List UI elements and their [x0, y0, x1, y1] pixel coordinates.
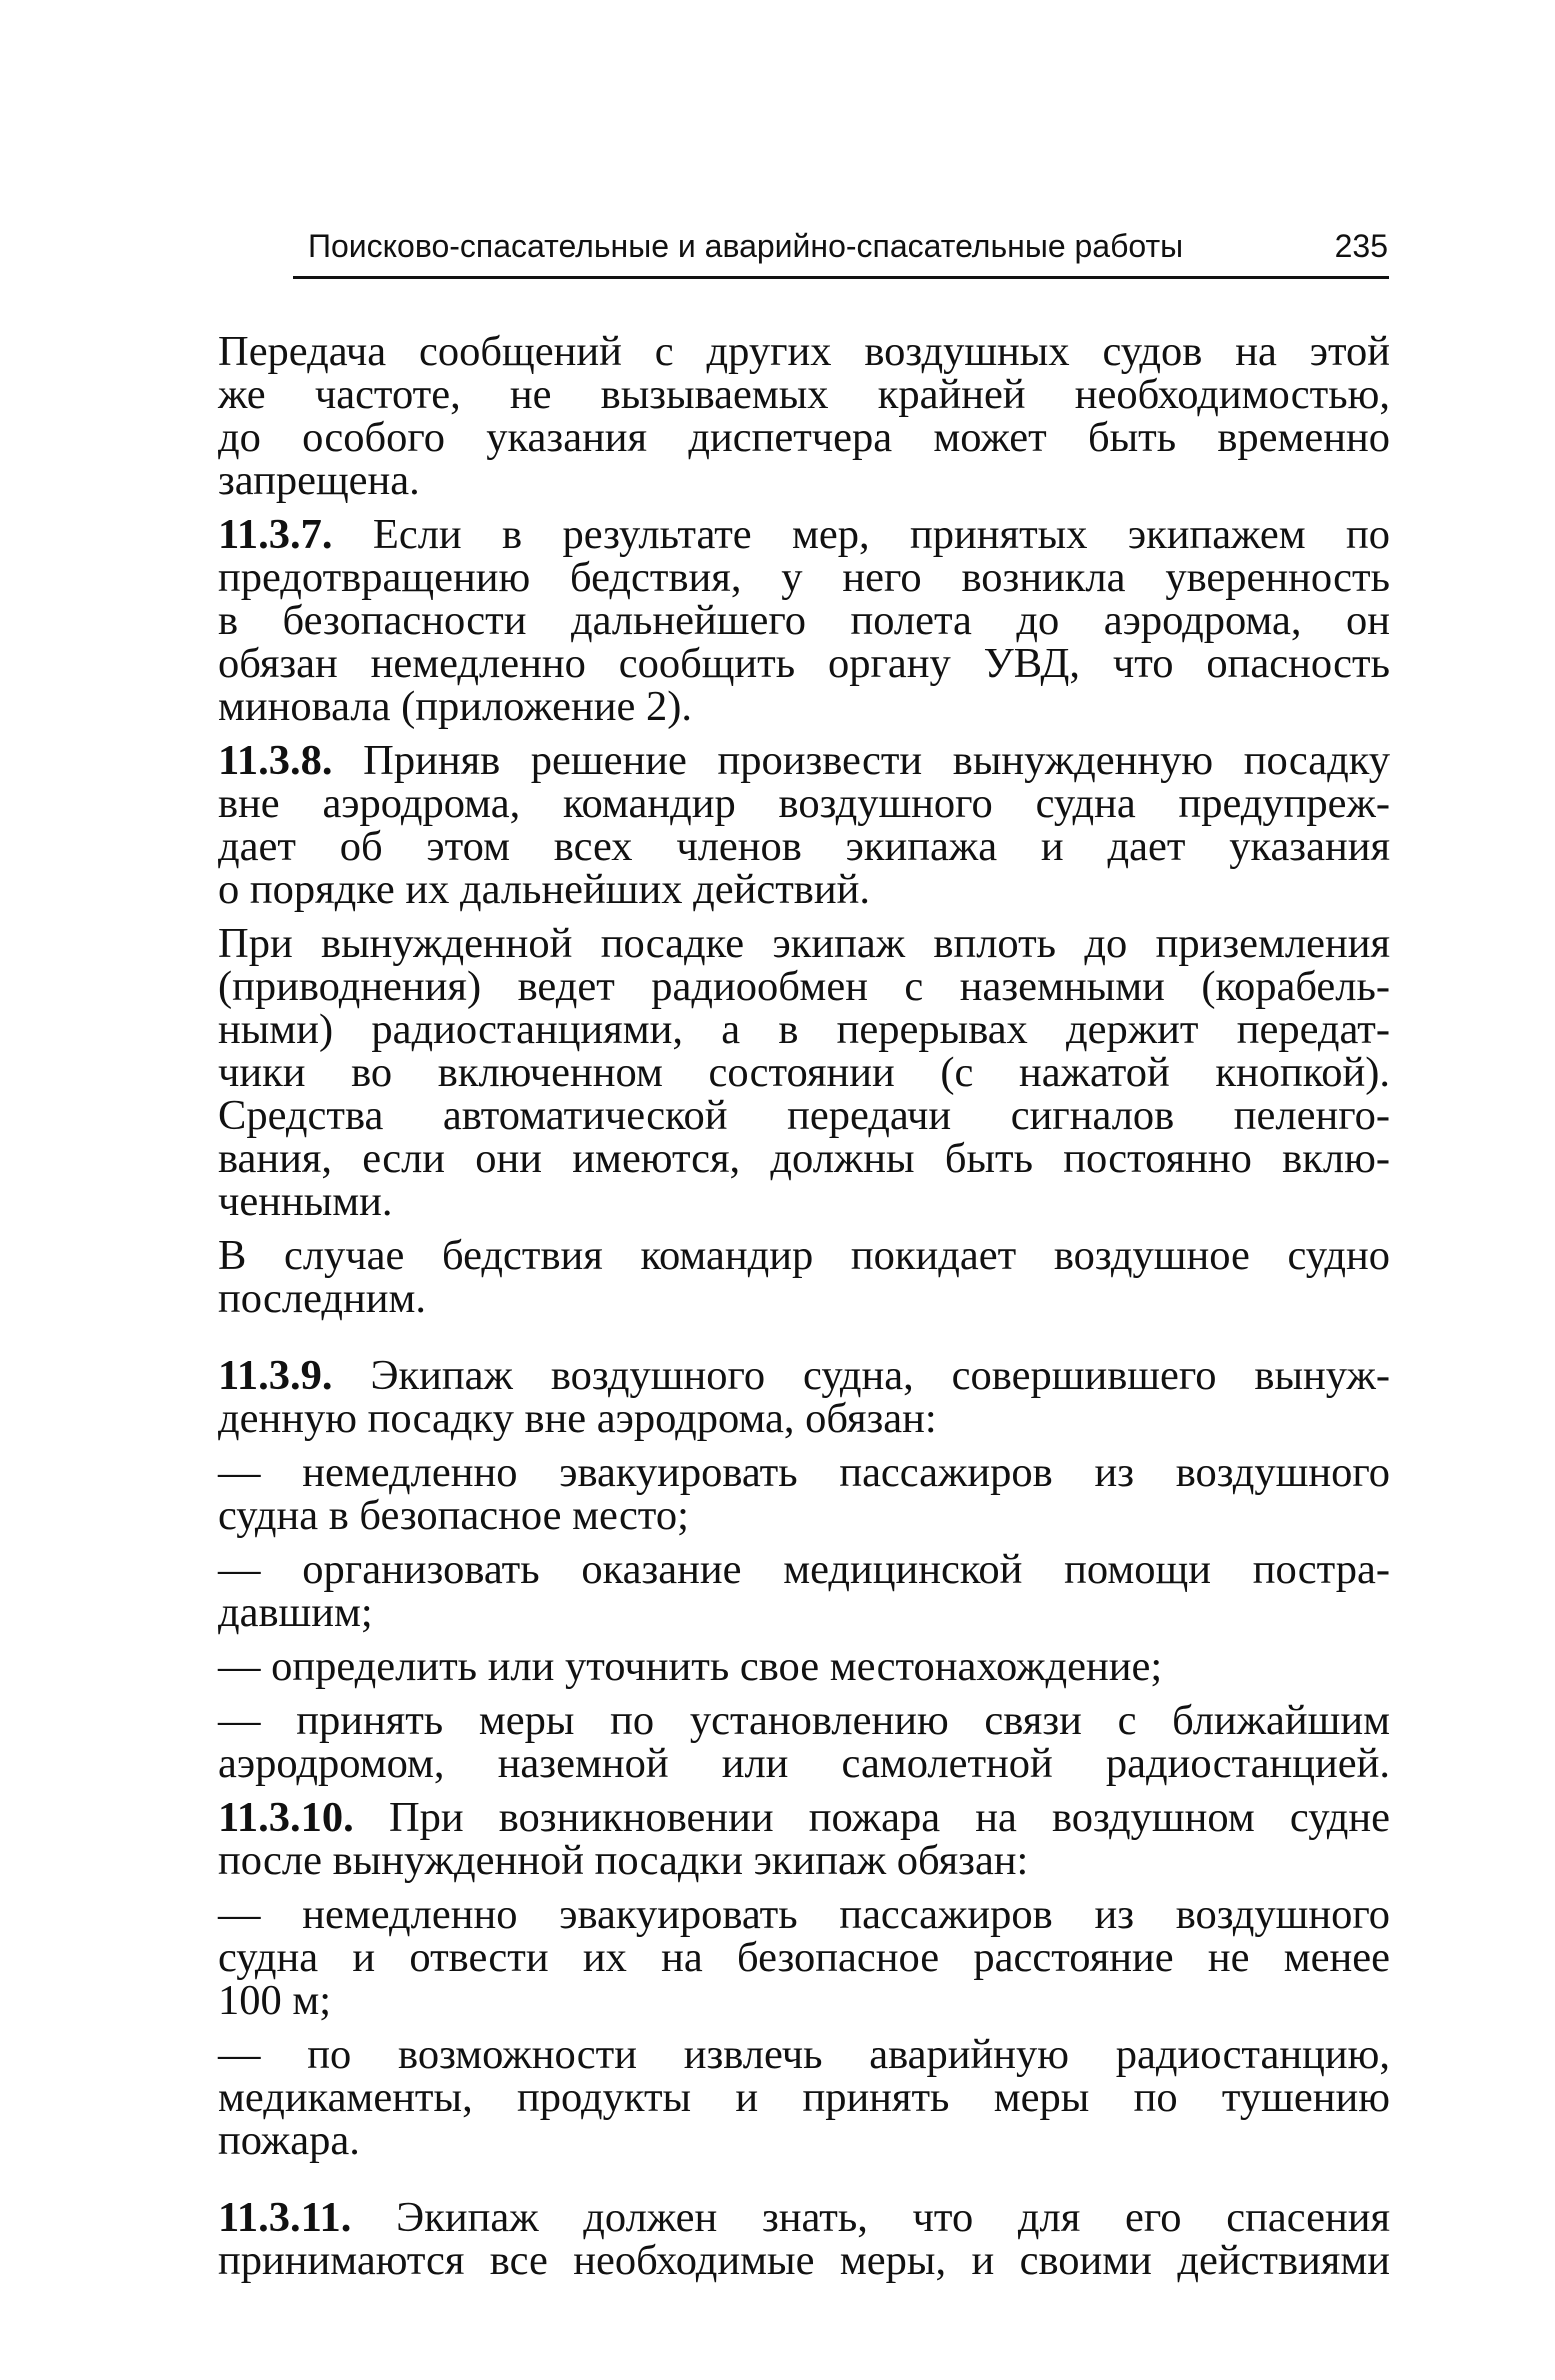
- text-line: [218, 965, 1390, 1008]
- line-text: миновала (приложение 2).: [218, 683, 693, 730]
- text-line: [218, 642, 1390, 685]
- text-line: [218, 1094, 1390, 1137]
- line-text: Экипаж должен знать, что для его спасения: [351, 2194, 1390, 2241]
- list-item: [218, 1451, 1390, 1537]
- line-text: медикаменты, продукты и принять меры по тушению: [218, 2074, 1390, 2121]
- line-text: пожара.: [218, 2117, 360, 2164]
- text-line: [218, 1051, 1390, 1094]
- numbered-paragraph: [218, 513, 1390, 728]
- text-line: [218, 1397, 1390, 1440]
- line-text: — по возможности извлечь аварийную радиостанцию,: [218, 2031, 1390, 2078]
- text-line: [218, 922, 1390, 965]
- text-line: [218, 1839, 1390, 1882]
- body-text: [218, 330, 1390, 2293]
- text-line: [218, 416, 1390, 459]
- paragraph: [218, 1234, 1390, 1320]
- numbered-paragraph: [218, 1796, 1390, 1882]
- text-line: [218, 685, 1390, 728]
- text-line: [218, 1742, 1390, 1785]
- line-text: давшим;: [218, 1589, 373, 1636]
- line-text: Если в результате мер, принятых экипажем по: [332, 511, 1390, 558]
- list-item: [218, 1699, 1390, 1785]
- text-line: [218, 1008, 1390, 1051]
- text-line: [218, 373, 1390, 416]
- text-line: [218, 1645, 1390, 1688]
- text-line: [218, 1494, 1390, 1537]
- line-text: после вынужденной посадки экипаж обязан:: [218, 1837, 1029, 1884]
- line-text: — принять меры по установлению связи с ближайшим: [218, 1697, 1390, 1744]
- text-line: [218, 1451, 1390, 1494]
- text-line: [218, 2119, 1390, 2162]
- text-line: [218, 782, 1390, 825]
- numbered-paragraph: [218, 739, 1390, 911]
- text-line: [218, 599, 1390, 642]
- text-line: [218, 1277, 1390, 1320]
- running-header-title: Поисково-спасательные и аварийно-спасательные работы: [308, 228, 1184, 264]
- text-line: [218, 1936, 1390, 1979]
- line-text: 100 м;: [218, 1977, 332, 2024]
- line-text: судна и отвести их на безопасное расстояние не менее: [218, 1934, 1390, 1981]
- line-text: — немедленно эвакуировать пассажиров из воздушного: [218, 1891, 1390, 1938]
- text-line: [218, 1591, 1390, 1634]
- list-item: [218, 1548, 1390, 1634]
- text-line: [218, 556, 1390, 599]
- numbered-paragraph: [218, 1354, 1390, 1440]
- text-line: [218, 513, 1390, 556]
- text-line: [218, 1893, 1390, 1936]
- text-line: [218, 2196, 1390, 2239]
- header-rule: [293, 276, 1389, 279]
- line-text: последним.: [218, 1275, 427, 1322]
- page-number: 235: [1334, 228, 1388, 264]
- numbered-paragraph: [218, 2196, 1390, 2282]
- line-text: судна в безопасное место;: [218, 1492, 689, 1539]
- line-text: — немедленно эвакуировать пассажиров из воздушного: [218, 1449, 1390, 1496]
- line-text: же частоте, не вызываемых крайней необходимостью,: [218, 371, 1390, 418]
- text-line: [218, 330, 1390, 373]
- text-line: [218, 1354, 1390, 1397]
- line-text: В случае бедствия командир покидает воздушное судно: [218, 1232, 1390, 1279]
- text-line: [218, 2033, 1390, 2076]
- text-line: [218, 739, 1390, 782]
- text-line: [218, 2076, 1390, 2119]
- text-line: [218, 459, 1390, 502]
- section-number: 11.3.7.: [218, 511, 333, 558]
- line-text: аэродромом, наземной или самолетной радиостанцией.: [218, 1740, 1390, 1787]
- section-number: 11.3.8.: [218, 737, 333, 784]
- line-text: Экипаж воздушного судна, совершившего вынуж-: [332, 1352, 1390, 1399]
- line-text: При возникновении пожара на воздушном судне: [353, 1794, 1390, 1841]
- line-text: ными) радиостанциями, а в перерывах держит передат-: [218, 1006, 1390, 1053]
- line-text: запрещена.: [218, 457, 420, 504]
- line-text: обязан немедленно сообщить органу УВД, что опасность: [218, 640, 1390, 687]
- list-item: [218, 2033, 1390, 2162]
- section-number: 11.3.11.: [218, 2194, 352, 2241]
- paragraph: [218, 330, 1390, 502]
- line-text: в безопасности дальнейшего полета до аэродрома, он: [218, 597, 1390, 644]
- line-text: — определить или уточнить свое местонахождение;: [218, 1643, 1163, 1690]
- text-line: [218, 1180, 1390, 1223]
- line-text: ченными.: [218, 1178, 393, 1225]
- text-line: [218, 1796, 1390, 1839]
- text-line: [218, 1234, 1390, 1277]
- line-text: принимаются все необходимые меры, и своими действиями: [218, 2237, 1390, 2284]
- line-text: При вынужденной посадке экипаж вплоть до приземления: [218, 920, 1390, 967]
- line-text: до особого указания диспетчера может быть временно: [218, 414, 1390, 461]
- text-line: [218, 1699, 1390, 1742]
- line-text: (приводнения) ведет радиообмен с наземными (корабель-: [218, 963, 1390, 1010]
- line-text: предотвращению бедствия, у него возникла уверенность: [218, 554, 1390, 601]
- text-line: [218, 2239, 1390, 2282]
- line-text: вне аэродрома, командир воздушного судна предупреж-: [218, 780, 1390, 827]
- section-number: 11.3.10.: [218, 1794, 354, 1841]
- text-line: [218, 1137, 1390, 1180]
- text-line: [218, 825, 1390, 868]
- section-number: 11.3.9.: [218, 1352, 333, 1399]
- list-item: [218, 1645, 1390, 1688]
- list-item: [218, 1893, 1390, 2022]
- paragraph: [218, 922, 1390, 1223]
- running-header: [308, 222, 1388, 270]
- line-text: Передача сообщений с других воздушных судов на этой: [218, 328, 1390, 375]
- line-text: о порядке их дальнейших действий.: [218, 866, 870, 913]
- text-line: [218, 1979, 1390, 2022]
- line-text: вания, если они имеются, должны быть постоянно вклю-: [218, 1135, 1390, 1182]
- line-text: дает об этом всех членов экипажа и дает указания: [218, 823, 1390, 870]
- line-text: Приняв решение произвести вынужденную посадку: [332, 737, 1390, 784]
- line-text: денную посадку вне аэродрома, обязан:: [218, 1395, 937, 1442]
- line-text: Средства автоматической передачи сигналов пеленго-: [218, 1092, 1390, 1139]
- line-text: — организовать оказание медицинской помощи постра-: [218, 1546, 1390, 1593]
- text-line: [218, 868, 1390, 911]
- line-text: чики во включенном состоянии (с нажатой кнопкой).: [218, 1049, 1390, 1096]
- text-line: [218, 1548, 1390, 1591]
